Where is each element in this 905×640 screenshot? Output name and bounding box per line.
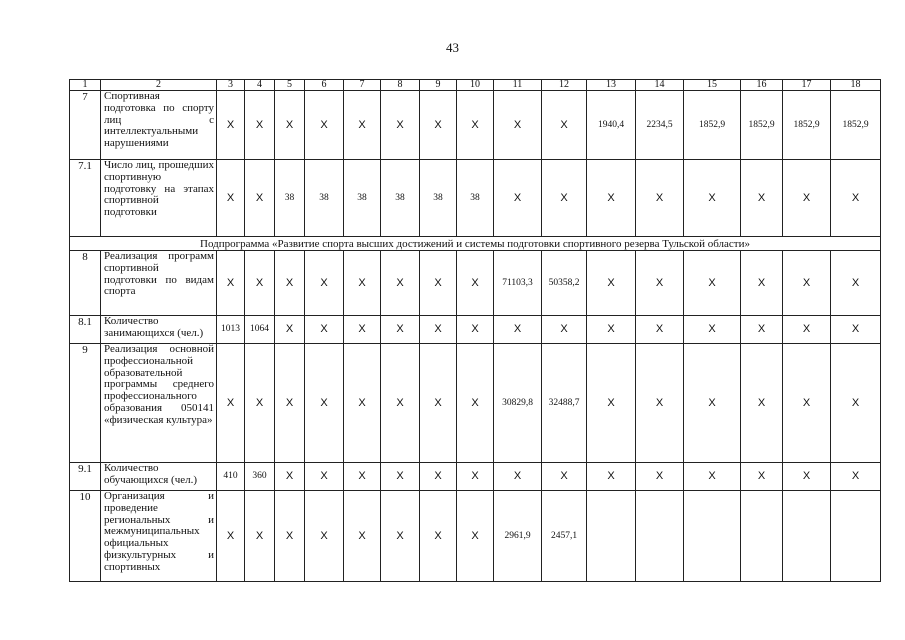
table-cell bbox=[741, 491, 783, 582]
table-cell: Х bbox=[741, 160, 783, 237]
column-header: 10 bbox=[457, 80, 494, 91]
column-header: 3 bbox=[217, 80, 245, 91]
column-header: 16 bbox=[741, 80, 783, 91]
table-cell: Х bbox=[587, 251, 636, 316]
column-header: 6 bbox=[305, 80, 344, 91]
table-cell: Х bbox=[344, 491, 381, 582]
table-cell bbox=[684, 491, 741, 582]
table-cell: Х bbox=[381, 491, 420, 582]
table-cell: 38 bbox=[381, 160, 420, 237]
table-cell: Х bbox=[542, 316, 587, 344]
column-header: 13 bbox=[587, 80, 636, 91]
table-cell: Х bbox=[741, 316, 783, 344]
table-cell: Х bbox=[217, 344, 245, 463]
table-cell: Х bbox=[831, 160, 881, 237]
header-row bbox=[70, 80, 881, 91]
table-cell: 1064 bbox=[245, 316, 275, 344]
data-table bbox=[69, 79, 881, 582]
row-name: Реализация основной профессиональной образовательной программы среднего профессионального образования 050141 «физическая культура» bbox=[101, 344, 217, 463]
table-cell: 30829,8 bbox=[494, 344, 542, 463]
table-cell: Х bbox=[494, 160, 542, 237]
table-cell: Х bbox=[420, 463, 457, 491]
table-cell: Х bbox=[741, 463, 783, 491]
table-cell: Х bbox=[275, 251, 305, 316]
table-cell: Х bbox=[305, 463, 344, 491]
row-number: 9.1 bbox=[70, 463, 101, 491]
table-cell: Х bbox=[457, 344, 494, 463]
table-cell: Х bbox=[420, 251, 457, 316]
table-cell: Х bbox=[741, 344, 783, 463]
table-cell: Х bbox=[831, 251, 881, 316]
section-title: Подпрограмма «Развитие спорта высших достижений и системы подготовки спортивного резерва Тульской области» bbox=[70, 237, 881, 251]
table-cell: Х bbox=[217, 160, 245, 237]
table-cell: 1852,9 bbox=[684, 91, 741, 160]
row-name: Количество занимающихся (чел.) bbox=[101, 316, 217, 344]
row-name: Количество обучающихся (чел.) bbox=[101, 463, 217, 491]
table-cell: Х bbox=[245, 344, 275, 463]
column-header: 17 bbox=[783, 80, 831, 91]
table-cell: Х bbox=[420, 344, 457, 463]
table-cell: Х bbox=[420, 91, 457, 160]
table-cell: Х bbox=[636, 316, 684, 344]
table-cell: Х bbox=[542, 91, 587, 160]
column-header: 8 bbox=[381, 80, 420, 91]
row-number: 7.1 bbox=[70, 160, 101, 237]
table-cell: Х bbox=[305, 91, 344, 160]
table-cell: 50358,2 bbox=[542, 251, 587, 316]
table-cell: Х bbox=[275, 491, 305, 582]
table-cell: 2457,1 bbox=[542, 491, 587, 582]
table-row bbox=[70, 491, 881, 582]
table-cell: Х bbox=[494, 463, 542, 491]
table-cell: 2961,9 bbox=[494, 491, 542, 582]
table-cell: Х bbox=[783, 344, 831, 463]
table-cell: 1852,9 bbox=[831, 91, 881, 160]
table-cell: Х bbox=[344, 316, 381, 344]
table-cell: Х bbox=[275, 316, 305, 344]
table-cell: 38 bbox=[305, 160, 344, 237]
table-cell: Х bbox=[783, 160, 831, 237]
table-cell: Х bbox=[684, 316, 741, 344]
table-cell: Х bbox=[587, 316, 636, 344]
table-cell: Х bbox=[831, 316, 881, 344]
table-row bbox=[70, 344, 881, 463]
table-cell: Х bbox=[275, 463, 305, 491]
table-cell: 1852,9 bbox=[783, 91, 831, 160]
table-cell: Х bbox=[305, 491, 344, 582]
table-cell: 38 bbox=[344, 160, 381, 237]
table-cell: 1013 bbox=[217, 316, 245, 344]
column-header: 11 bbox=[494, 80, 542, 91]
table-cell: Х bbox=[636, 160, 684, 237]
table-cell: Х bbox=[587, 463, 636, 491]
table-cell: Х bbox=[420, 316, 457, 344]
table-cell: Х bbox=[831, 463, 881, 491]
table-cell: Х bbox=[494, 91, 542, 160]
table-cell: 38 bbox=[420, 160, 457, 237]
table-cell: Х bbox=[542, 463, 587, 491]
column-header: 2 bbox=[101, 80, 217, 91]
table-cell: Х bbox=[381, 344, 420, 463]
table-cell: Х bbox=[381, 316, 420, 344]
table-cell: Х bbox=[636, 344, 684, 463]
table-cell: 410 bbox=[217, 463, 245, 491]
table-cell: 38 bbox=[457, 160, 494, 237]
table-cell: 1852,9 bbox=[741, 91, 783, 160]
table-cell: Х bbox=[457, 491, 494, 582]
section-row bbox=[70, 237, 881, 251]
table-cell: Х bbox=[636, 463, 684, 491]
table-cell: 360 bbox=[245, 463, 275, 491]
table-cell bbox=[636, 491, 684, 582]
table-cell: Х bbox=[457, 316, 494, 344]
table-cell: Х bbox=[344, 251, 381, 316]
table-cell: Х bbox=[783, 316, 831, 344]
row-number: 10 bbox=[70, 491, 101, 582]
table-cell: Х bbox=[344, 463, 381, 491]
table-cell: Х bbox=[457, 251, 494, 316]
table-cell bbox=[587, 491, 636, 582]
table-row bbox=[70, 91, 881, 160]
table-cell: Х bbox=[831, 344, 881, 463]
table-cell: Х bbox=[587, 160, 636, 237]
column-header: 1 bbox=[70, 80, 101, 91]
table-cell: Х bbox=[741, 251, 783, 316]
table-row bbox=[70, 160, 881, 237]
table-cell: Х bbox=[245, 160, 275, 237]
row-number: 7 bbox=[70, 91, 101, 160]
table-cell: Х bbox=[783, 463, 831, 491]
table-cell: Х bbox=[344, 344, 381, 463]
row-number: 9 bbox=[70, 344, 101, 463]
table-cell: 38 bbox=[275, 160, 305, 237]
page-number: 43 bbox=[446, 40, 459, 55]
table-cell: Х bbox=[684, 463, 741, 491]
table-cell: 71103,3 bbox=[494, 251, 542, 316]
row-name: Организация и проведение региональных и межмуниципальных официальных физкультурных и спортивных bbox=[101, 491, 217, 582]
column-header: 4 bbox=[245, 80, 275, 91]
table-cell: Х bbox=[275, 344, 305, 463]
row-number: 8 bbox=[70, 251, 101, 316]
table-cell: Х bbox=[636, 251, 684, 316]
table-cell: Х bbox=[587, 344, 636, 463]
table-cell: Х bbox=[684, 251, 741, 316]
table-cell bbox=[831, 491, 881, 582]
table-cell: Х bbox=[344, 91, 381, 160]
table-cell: Х bbox=[217, 251, 245, 316]
column-header: 5 bbox=[275, 80, 305, 91]
table-cell: Х bbox=[684, 344, 741, 463]
column-header: 12 bbox=[542, 80, 587, 91]
table-cell: Х bbox=[457, 463, 494, 491]
column-header: 9 bbox=[420, 80, 457, 91]
table-cell: Х bbox=[783, 251, 831, 316]
table-cell: Х bbox=[217, 91, 245, 160]
table-cell: Х bbox=[381, 91, 420, 160]
row-name: Реализация программ спортивной подготовки по видам спорта bbox=[101, 251, 217, 316]
row-name: Число лиц, прошедших спортивную подготовку на этапах спортивной подготовки bbox=[101, 160, 217, 237]
table-cell: Х bbox=[420, 491, 457, 582]
table-cell: Х bbox=[245, 91, 275, 160]
table-cell: Х bbox=[542, 160, 587, 237]
table-cell: Х bbox=[217, 491, 245, 582]
table-cell: Х bbox=[305, 251, 344, 316]
column-header: 15 bbox=[684, 80, 741, 91]
table-cell: Х bbox=[684, 160, 741, 237]
table-cell: Х bbox=[494, 316, 542, 344]
table-cell: Х bbox=[457, 91, 494, 160]
table-cell: Х bbox=[381, 251, 420, 316]
table-row bbox=[70, 316, 881, 344]
table-row bbox=[70, 463, 881, 491]
column-header: 14 bbox=[636, 80, 684, 91]
table-cell: Х bbox=[305, 344, 344, 463]
table-cell: Х bbox=[245, 251, 275, 316]
table-cell: 1940,4 bbox=[587, 91, 636, 160]
row-name: Спортивная подготовка по спорту лиц с интеллектуальными нарушениями bbox=[101, 91, 217, 160]
column-header: 18 bbox=[831, 80, 881, 91]
table-cell: Х bbox=[305, 316, 344, 344]
table-cell: 32488,7 bbox=[542, 344, 587, 463]
row-number: 8.1 bbox=[70, 316, 101, 344]
table-cell: Х bbox=[245, 491, 275, 582]
table-row bbox=[70, 251, 881, 316]
table-cell: Х bbox=[381, 463, 420, 491]
table-cell: 2234,5 bbox=[636, 91, 684, 160]
column-header: 7 bbox=[344, 80, 381, 91]
table-cell bbox=[783, 491, 831, 582]
table-cell: Х bbox=[275, 91, 305, 160]
